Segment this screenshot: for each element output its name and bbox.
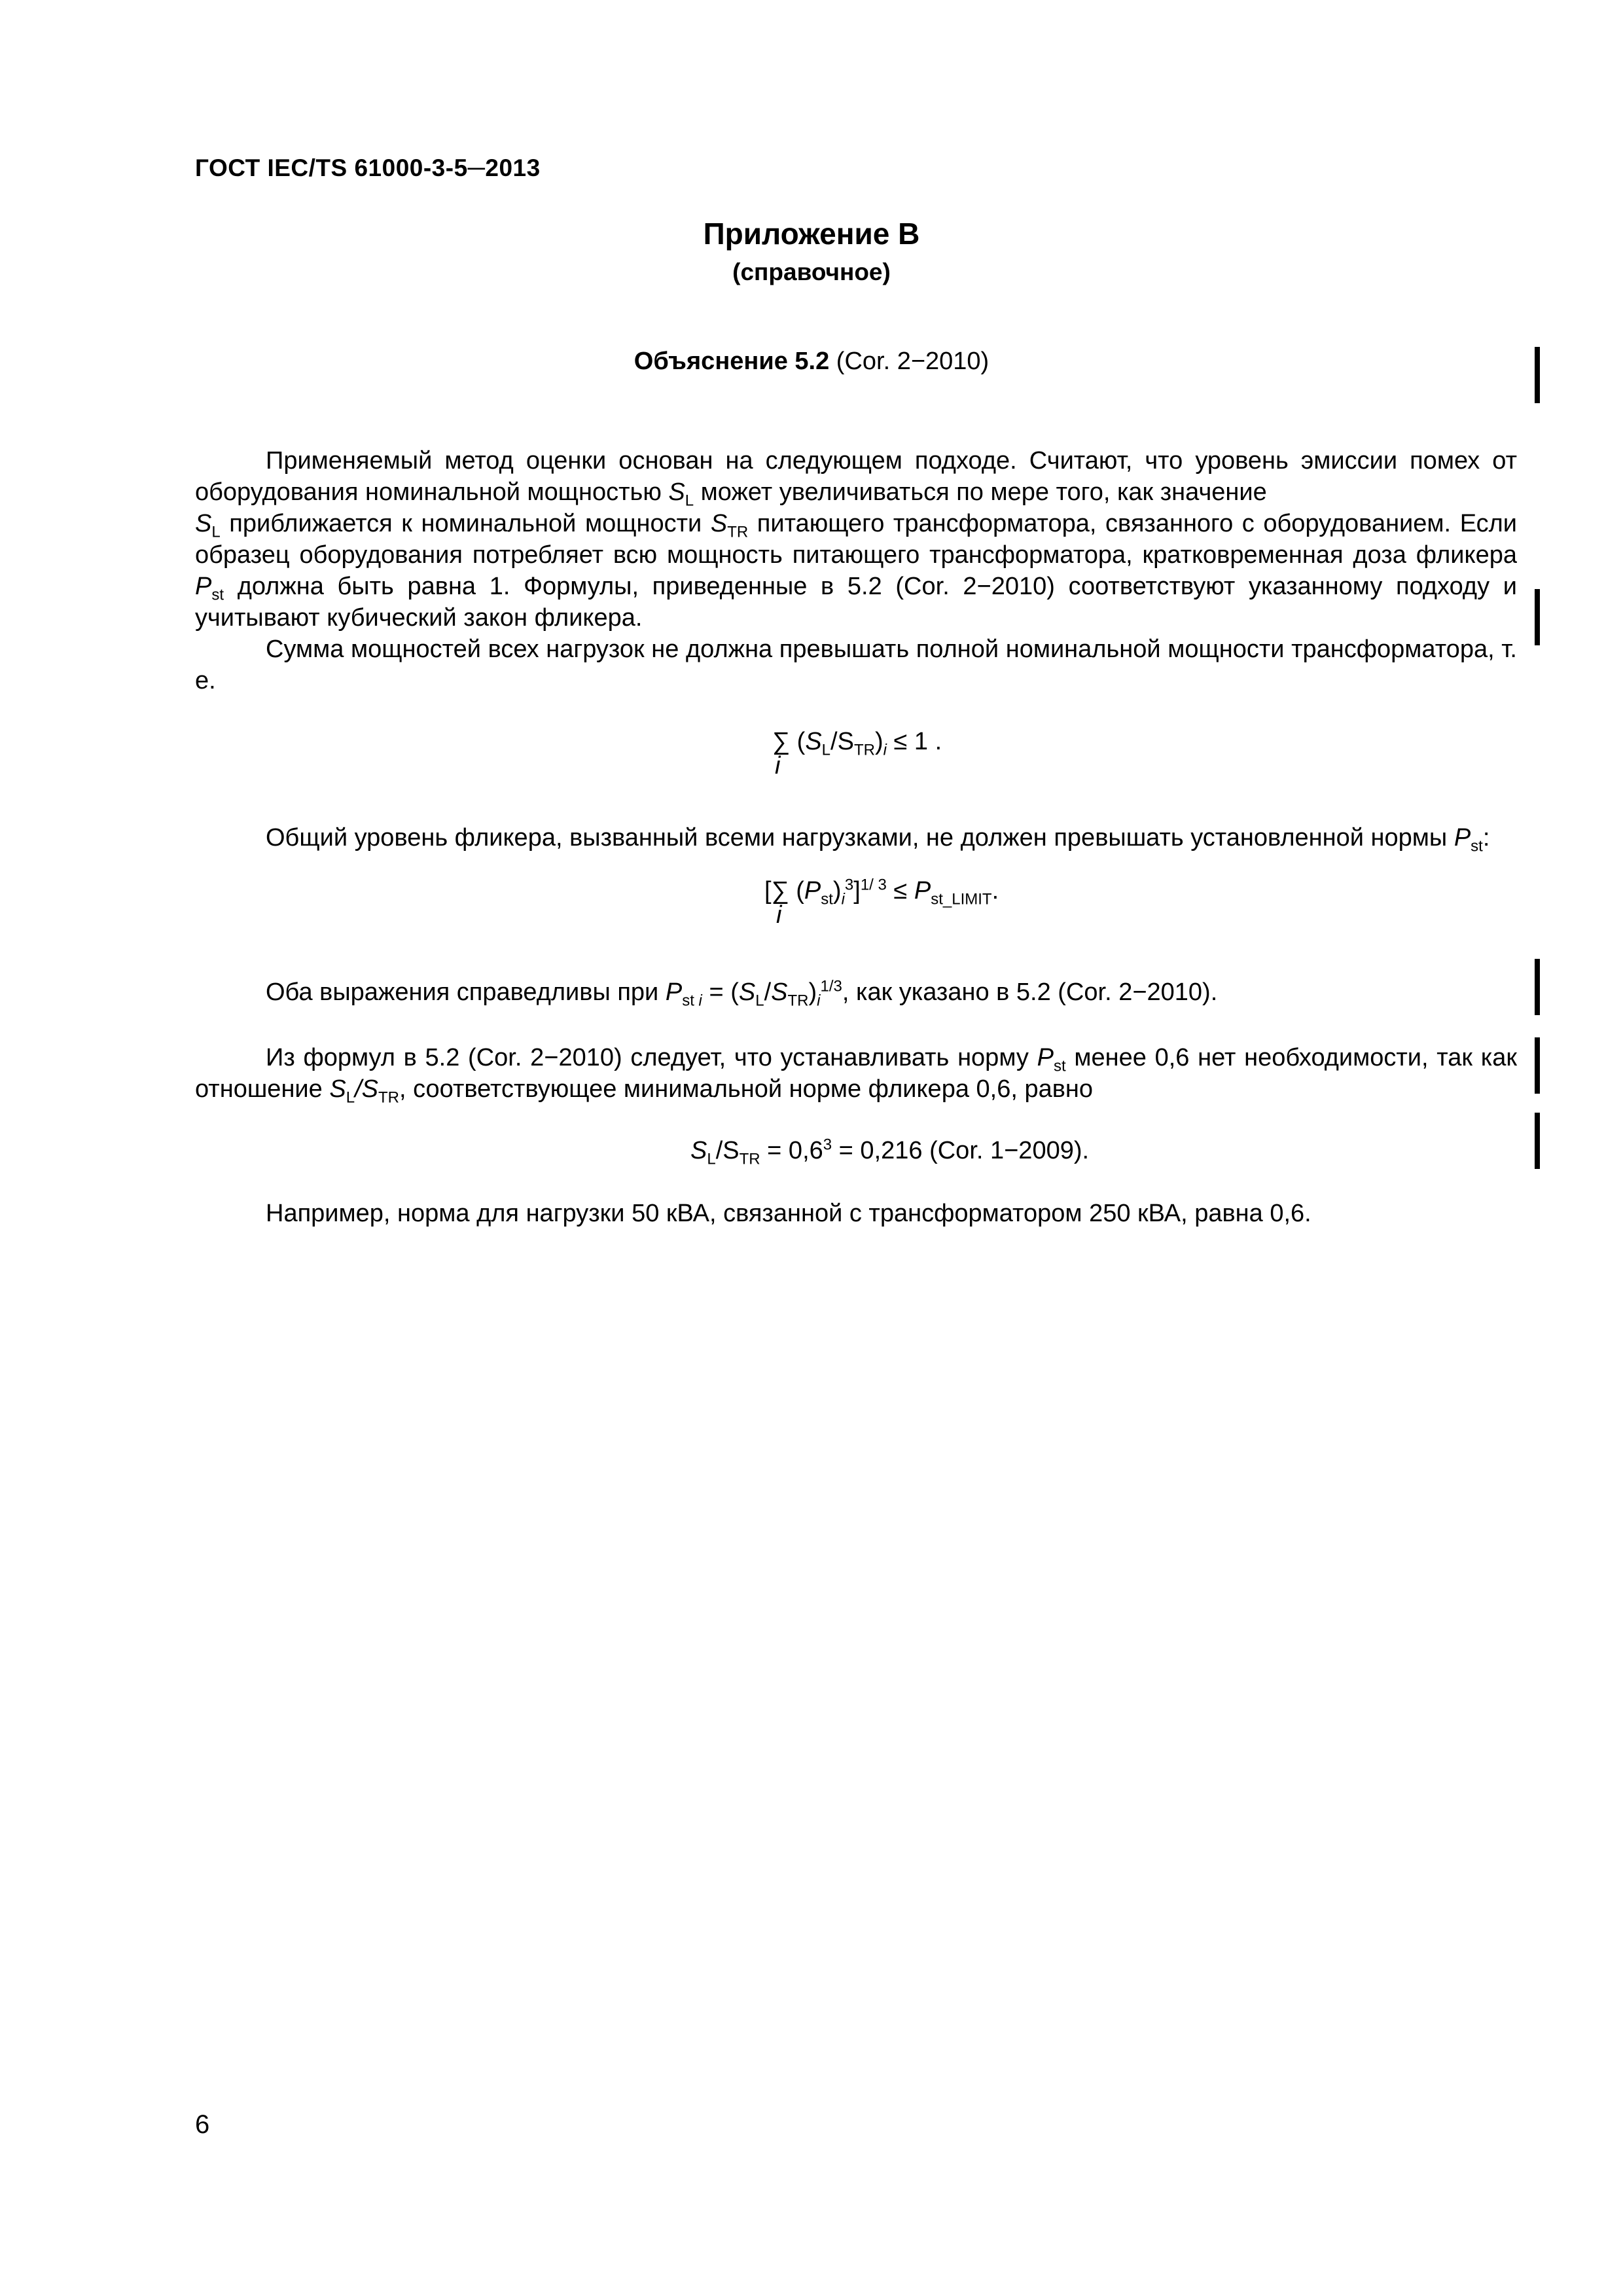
- text: , соответствующее минимальной норме фликера 0,6, равно: [399, 1075, 1094, 1103]
- document-code: ГОСТ IEC/TS 61000-3-5─2013: [195, 154, 541, 181]
- section-title: [0, 348, 1623, 376]
- sub-st: st: [682, 992, 694, 1010]
- annex-subtitle: (справочное): [732, 259, 891, 285]
- text: ]: [853, 877, 861, 905]
- var-s: S: [668, 478, 685, 506]
- text: менее 0,6 нет необходимости, так как отношение: [195, 1044, 1517, 1103]
- paragraph-2: [195, 634, 1517, 696]
- paragraph-6: [195, 1198, 1517, 1229]
- paragraph-5: [195, 1042, 1517, 1105]
- var-s: S: [710, 510, 728, 537]
- text: (: [789, 877, 804, 905]
- text: Например, норма для нагрузки 50 кВА, связанной с трансформатором 250 кВА, равна 0,6.: [266, 1200, 1311, 1227]
- text: (: [790, 728, 806, 755]
- text: = (: [702, 978, 739, 1006]
- section-title-bold: Объяснение 5.2: [633, 348, 830, 375]
- text: /S: [830, 728, 854, 755]
- sub-l: L: [755, 992, 764, 1010]
- sup-cube: 3: [844, 876, 854, 894]
- sub-l: L: [707, 1150, 716, 1168]
- text: .: [991, 877, 999, 905]
- var-s: S: [329, 1075, 346, 1103]
- sup-cube: 3: [823, 1136, 832, 1154]
- sub-i: i: [817, 992, 821, 1010]
- sub-st: st: [1471, 837, 1483, 855]
- var-p: P: [1037, 1044, 1054, 1071]
- annex-title: Приложение В: [703, 217, 920, 251]
- text: , как указано в 5.2 (Cor. 2−2010).: [842, 978, 1218, 1006]
- sub-st: st: [1053, 1057, 1066, 1075]
- var-s: S: [361, 1075, 378, 1103]
- text: = 0,216 (Cor. 1−2009).: [832, 1137, 1090, 1164]
- formula-ratio: [690, 1136, 1090, 1168]
- text: ): [874, 728, 883, 755]
- sum-sign: ∑: [771, 877, 789, 905]
- text: может увеличиваться по мере того, как значение: [694, 478, 1267, 506]
- sup-exp: 1/3: [820, 977, 842, 996]
- var-s: S: [738, 978, 756, 1006]
- var-s: S: [771, 978, 788, 1006]
- change-bar: [1535, 1037, 1540, 1094]
- text: ≤ 1 .: [886, 728, 942, 755]
- text: Сумма мощностей всех нагрузок не должна превышать полной номинальной мощности трансформатора, т. е.: [195, 636, 1517, 694]
- sub-l: L: [821, 741, 831, 759]
- sub-st: st: [211, 586, 224, 604]
- text: /S: [715, 1137, 740, 1164]
- page-number: 6: [195, 2110, 210, 2139]
- sub-tr: TR: [787, 992, 809, 1010]
- sup-exp: 1/ 3: [860, 876, 887, 894]
- text: ≤: [886, 877, 914, 905]
- sub-tr: TR: [739, 1150, 760, 1168]
- sum-index: i: [775, 752, 781, 780]
- var-s: S: [805, 728, 822, 755]
- text: /: [355, 1075, 362, 1103]
- sub-tr: TR: [727, 523, 749, 541]
- formula-sum-power: [772, 728, 942, 780]
- sum-sign: ∑: [772, 728, 791, 755]
- formula-flicker-sum: [764, 877, 999, 929]
- text: приближается к номинальной мощности: [220, 510, 711, 537]
- paragraph-3: [195, 822, 1517, 853]
- text: Применяемый метод оценки основан на следующем подходе. Считают, что уровень эмиссии помех от оборудования номинальной мощностью: [195, 447, 1517, 506]
- sub-i: i: [883, 741, 887, 759]
- text: /: [764, 978, 772, 1006]
- text: должна быть равна 1. Формулы, приведенные в 5.2 (Cor. 2−2010) соответствуют указанному подходу и учитывают кубический закон фликера.: [195, 573, 1517, 632]
- sub-tr: TR: [853, 741, 875, 759]
- sub-l: L: [211, 523, 221, 541]
- text: Оба выражения справедливы при: [266, 978, 666, 1006]
- var-s: S: [195, 510, 212, 537]
- sub-st: st: [821, 890, 833, 908]
- text: Из формул в 5.2 (Cor. 2−2010) следует, что устанавливать норму: [266, 1044, 1037, 1071]
- text: ): [808, 978, 817, 1006]
- sum-index: i: [776, 901, 782, 929]
- section-title-ref: (Cor. 2−2010): [836, 348, 990, 375]
- sub-limit: st_LIMIT: [931, 890, 992, 908]
- var-p: P: [804, 877, 821, 905]
- var-p: P: [1454, 824, 1471, 852]
- var-p: P: [665, 978, 683, 1006]
- text: ): [832, 877, 842, 905]
- sub-i: i: [841, 890, 845, 908]
- formula-body: [790, 728, 942, 759]
- change-bar: [1535, 589, 1540, 645]
- text: питающего трансформатора, связанного с оборудованием. Если образец оборудования потребляет всю мощность питающего трансформатора, кратковременная доза фликера: [195, 510, 1518, 569]
- var-s: S: [690, 1137, 707, 1164]
- var-p: P: [914, 877, 931, 905]
- text: Общий уровень фликера, вызванный всеми нагрузками, не должен превышать установленной нормы: [266, 824, 1454, 852]
- text: [: [764, 877, 772, 905]
- sub-l: L: [685, 492, 694, 510]
- text: :: [1482, 824, 1490, 852]
- paragraph-1: [195, 445, 1517, 634]
- sub-i: i: [698, 992, 702, 1010]
- sub-tr: TR: [378, 1088, 399, 1107]
- change-bar: [1535, 959, 1540, 1015]
- paragraph-4: [195, 977, 1517, 1008]
- text: = 0,6: [760, 1137, 823, 1164]
- sub-l: L: [346, 1088, 355, 1107]
- change-bar: [1535, 347, 1540, 403]
- change-bar: [1535, 1113, 1540, 1169]
- var-p: P: [195, 573, 212, 600]
- formula-body: [789, 876, 999, 908]
